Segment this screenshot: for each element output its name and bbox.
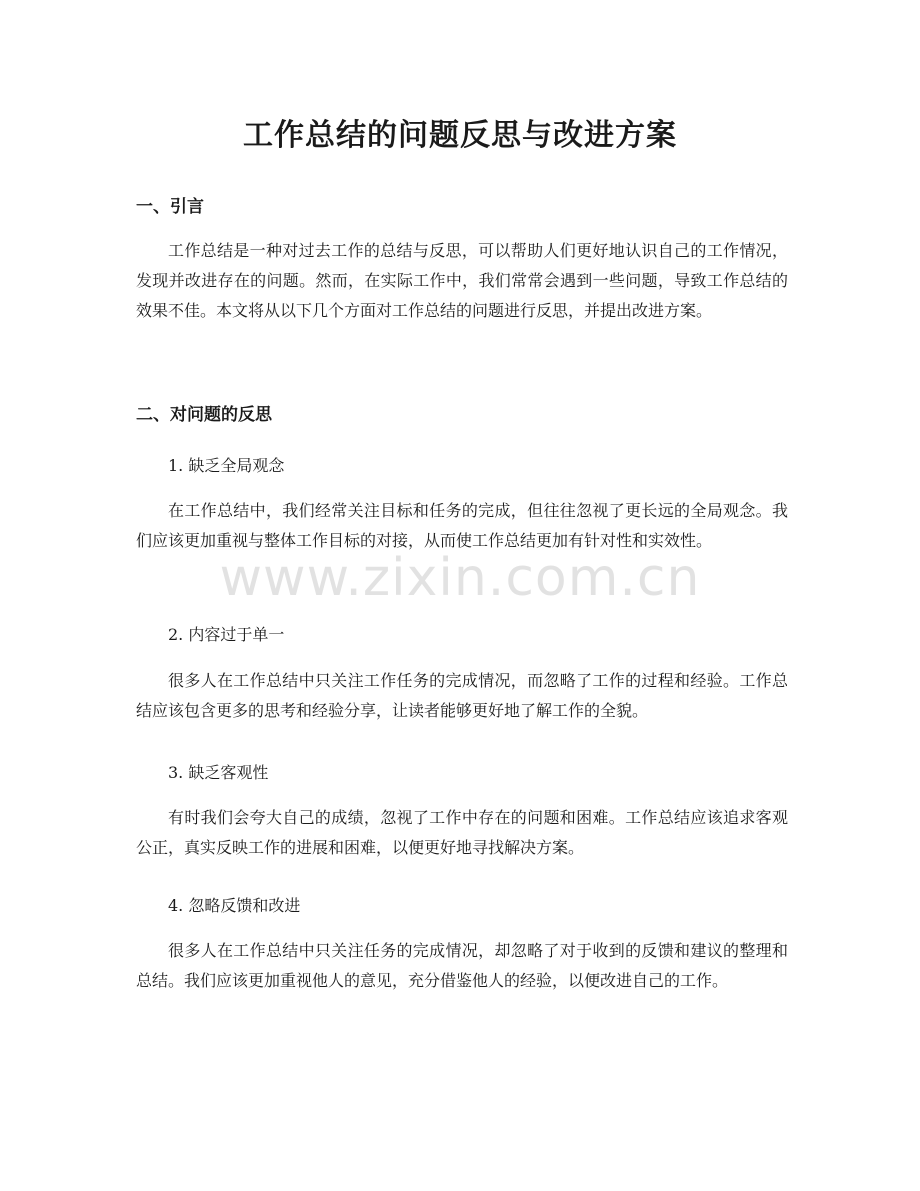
section-heading-reflection: 二、对问题的反思 (136, 405, 272, 425)
item-title-2: 2. 内容过于单一 (168, 625, 285, 644)
item-paragraph-3: 有时我们会夸大自己的成绩，忽视了工作中存在的问题和困难。工作总结应该追求客观公正，真实反映工作的进展和困难，以便更好地寻找解决方案。 (136, 808, 788, 857)
item-title-1: 1. 缺乏全局观念 (168, 456, 285, 475)
item-paragraph-2: 很多人在工作总结中只关注工作任务的完成情况，而忽略了工作的过程和经验。工作总结应该包含更多的思考和经验分享，让读者能够更好地了解工作的全貌。 (136, 671, 788, 720)
watermark: www.zixin.com.cn (219, 548, 701, 608)
item-paragraph-4: 很多人在工作总结中只关注任务的完成情况，却忽略了对于收到的反馈和建议的整理和总结。我们应该更加重视他人的意见，充分借鉴他人的经验，以便改进自己的工作。 (136, 941, 788, 990)
page-title: 工作总结的问题反思与改进方案 (243, 118, 677, 153)
item-title-4: 4. 忽略反馈和改进 (168, 896, 301, 915)
item-title-3: 3. 缺乏客观性 (168, 763, 269, 782)
section-heading-intro: 一、引言 (136, 197, 204, 217)
intro-paragraph: 工作总结是一种对过去工作的总结与反思，可以帮助人们更好地认识自己的工作情况，发现并改进存在的问题。然而，在实际工作中，我们常常会遇到一些问题，导致工作总结的效果不佳。本文将从以下几个方面对工作总结的问题进行反思，并提出改进方案。 (136, 241, 788, 320)
item-paragraph-1: 在工作总结中，我们经常关注目标和任务的完成，但往往忽视了更长远的全局观念。我们应该更加重视与整体工作目标的对接，从而使工作总结更加有针对性和实效性。 (136, 501, 788, 550)
